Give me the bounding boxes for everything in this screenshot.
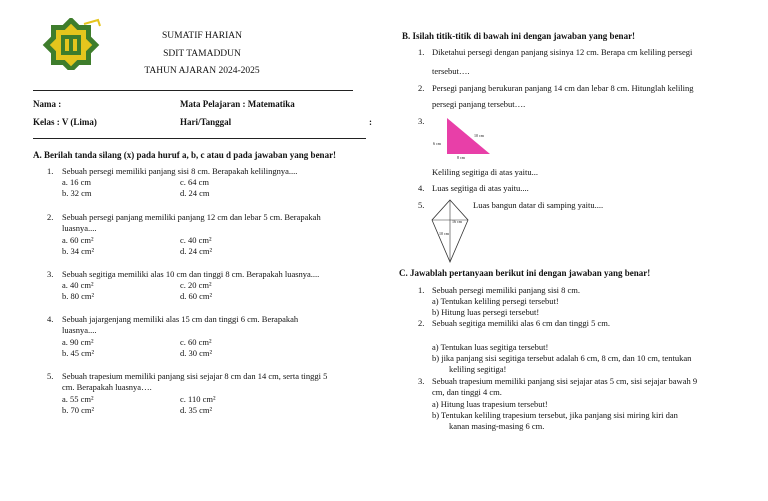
triangle-label-base: 8 cm bbox=[457, 155, 465, 160]
a5-number: 5. bbox=[47, 371, 54, 381]
a5-text: Sebuah trapesium memiliki panjang sisi sejajar 8 cm dan 14 cm, serta tinggi 5 bbox=[62, 371, 328, 381]
a2-text-cont: luasnya.... bbox=[62, 223, 97, 233]
c3-part-a: a) Hitung luas trapesium tersebut! bbox=[432, 399, 548, 409]
c3-part-b: b) Tentukan keliling trapesium tersebut, jika panjang sisi miring kiri dan bbox=[432, 410, 678, 420]
a5-option-d[interactable]: d. 35 cm² bbox=[180, 405, 213, 415]
section-a-title: A. Berilah tanda silang (x) pada huruf a, b, c atau d pada jawaban yang benar! bbox=[33, 150, 337, 160]
c3-text: Sebuah trapesium memiliki panjang sisi sejajar atas 5 cm, sisi sejajar bawah 9 bbox=[432, 376, 698, 386]
c1-number: 1. bbox=[418, 285, 425, 295]
a3-option-b[interactable]: b. 80 cm² bbox=[62, 291, 95, 301]
b2-number: 2. bbox=[418, 83, 425, 93]
b2-text-cont: persegi panjang tersebut…. bbox=[432, 99, 526, 109]
a3-text: Sebuah segitiga memiliki alas 10 cm dan tinggi 8 cm. Berapakah luasnya.... bbox=[62, 269, 320, 279]
kite-label-mid: 10 cm bbox=[439, 231, 449, 236]
b3-number: 3. bbox=[418, 116, 425, 126]
c1-part-b: b) Hitung luas persegi tersebut! bbox=[432, 307, 540, 317]
a2-text: Sebuah persegi panjang memiliki panjang 12 cm dan lebar 5 cm. Berapakah bbox=[62, 212, 321, 222]
a1-option-a[interactable]: a. 16 cm bbox=[62, 177, 92, 187]
a5-option-c[interactable]: c. 110 cm² bbox=[180, 394, 216, 404]
c2-part-a: a) Tentukan luas segitiga tersebut! bbox=[432, 342, 549, 352]
b1-text: Diketahui persegi dengan panjang sisinya 12 cm. Berapa cm keliling persegi bbox=[432, 47, 693, 57]
a1-number: 1. bbox=[47, 166, 54, 176]
c3-text-cont: cm, dan tinggi 4 cm. bbox=[432, 387, 502, 397]
a2-option-a[interactable]: a. 60 cm² bbox=[62, 235, 94, 245]
header-divider bbox=[33, 90, 353, 91]
nama-label: Nama : bbox=[33, 99, 62, 109]
header-line2: SDIT TAMADDUN bbox=[163, 49, 241, 59]
a3-option-d[interactable]: d. 60 cm² bbox=[180, 291, 213, 301]
a4-option-c[interactable]: c. 60 cm² bbox=[180, 337, 212, 347]
triangle-label-hypotenuse: 10 cm bbox=[474, 133, 484, 138]
section-c-title: C. Jawablah pertanyaan berikut ini dengan jawaban yang benar! bbox=[399, 268, 651, 278]
c1-part-a: a) Tentukan keliling persegi tersebut! bbox=[432, 296, 559, 306]
a2-number: 2. bbox=[47, 212, 54, 222]
b2-text: Persegi panjang berukuran panjang 14 cm dan lebar 8 cm. Hitunglah keliling bbox=[432, 83, 694, 93]
triangle-label-left: 6 cm bbox=[433, 141, 441, 146]
hari-colon: : bbox=[369, 117, 372, 127]
c3-part-b-cont: kanan masing-masing 6 cm. bbox=[449, 421, 545, 431]
header-line1: SUMATIF HARIAN bbox=[162, 31, 242, 41]
a4-option-a[interactable]: a. 90 cm² bbox=[62, 337, 94, 347]
b4-number: 4. bbox=[418, 183, 425, 193]
info-divider bbox=[33, 138, 366, 139]
right-triangle-figure bbox=[430, 114, 494, 160]
c3-number: 3. bbox=[418, 376, 425, 386]
b1-number: 1. bbox=[418, 47, 425, 57]
c2-part-b-cont: keliling segitiga! bbox=[449, 364, 507, 374]
a1-option-b[interactable]: b. 32 cm bbox=[62, 188, 92, 198]
kelas-label: Kelas : V (Lima) bbox=[33, 117, 97, 127]
c2-part-b: b) jika panjang sisi segitiga tersebut adalah 6 cm, 8 cm, dan 10 cm, tentukan bbox=[432, 353, 692, 363]
a5-option-b[interactable]: b. 70 cm² bbox=[62, 405, 95, 415]
a4-option-d[interactable]: d. 30 cm² bbox=[180, 348, 213, 358]
b5-number: 5. bbox=[418, 200, 425, 210]
a1-text: Sebuah persegi memiliki panjang sisi 8 cm. Berapakah kelilingnya.... bbox=[62, 166, 298, 176]
a2-option-c[interactable]: c. 40 cm² bbox=[180, 235, 212, 245]
mapel-label: Mata Pelajaran : Matematika bbox=[180, 99, 295, 109]
b1-text-cont: tersebut…. bbox=[432, 66, 470, 76]
c2-text: Sebuah segitiga memiliki alas 6 cm dan tinggi 5 cm. bbox=[432, 318, 610, 328]
a2-option-d[interactable]: d. 24 cm² bbox=[180, 246, 213, 256]
b4-text: Luas segitiga di atas yaitu.... bbox=[432, 183, 529, 193]
header-line3: TAHUN AJARAN 2024-2025 bbox=[144, 66, 260, 76]
a5-option-a[interactable]: a. 55 cm² bbox=[62, 394, 94, 404]
a4-text-cont: luasnya.... bbox=[62, 325, 97, 335]
hari-label: Hari/Tanggal bbox=[180, 117, 232, 127]
a4-option-b[interactable]: b. 45 cm² bbox=[62, 348, 95, 358]
a1-option-d[interactable]: d. 24 cm bbox=[180, 188, 210, 198]
a3-option-c[interactable]: c. 20 cm² bbox=[180, 280, 212, 290]
section-b-title: B. Isilah titik-titik di bawah ini dengan jawaban yang benar! bbox=[402, 31, 636, 41]
a3-number: 3. bbox=[47, 269, 54, 279]
b5-text: Luas bangun datar di samping yaitu.... bbox=[473, 200, 604, 210]
a4-text: Sebuah jajargenjang memiliki alas 15 cm dan tinggi 6 cm. Berapakah bbox=[62, 314, 299, 324]
a3-option-a[interactable]: a. 40 cm² bbox=[62, 280, 94, 290]
b3-text: Keliling segitiga di atas yaitu... bbox=[432, 167, 538, 177]
kite-label-top: 16 cm bbox=[452, 219, 462, 224]
c1-text: Sebuah persegi memiliki panjang sisi 8 cm. bbox=[432, 285, 581, 295]
c2-number: 2. bbox=[418, 318, 425, 328]
school-logo-icon bbox=[40, 18, 102, 70]
a4-number: 4. bbox=[47, 314, 54, 324]
kite-figure bbox=[428, 198, 472, 264]
a1-option-c[interactable]: c. 64 cm bbox=[180, 177, 210, 187]
a2-option-b[interactable]: b. 34 cm² bbox=[62, 246, 95, 256]
a5-text-cont: cm. Berapakah luasnya…. bbox=[62, 382, 152, 392]
